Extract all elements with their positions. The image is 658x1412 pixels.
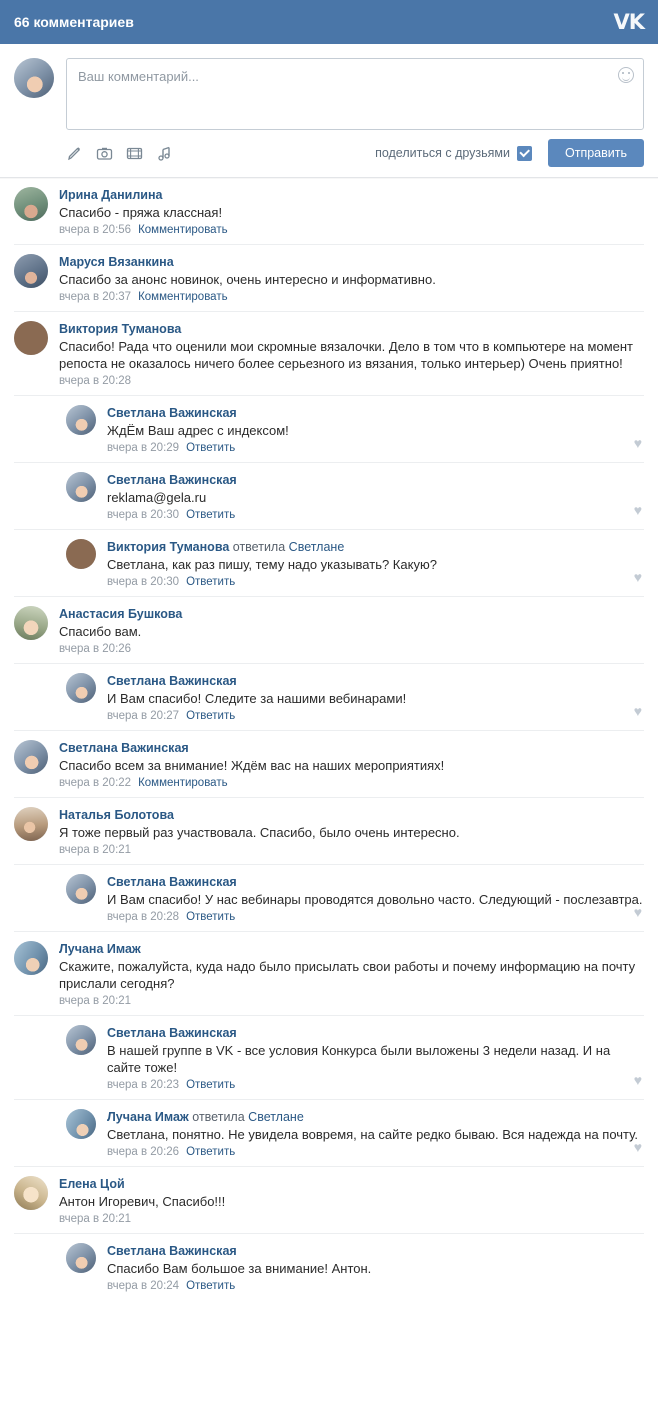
comment-author-line <box>59 606 644 621</box>
comment-text: Спасибо за анонс новинок, очень интересно и информативно. <box>59 272 436 287</box>
avatar[interactable] <box>14 254 48 288</box>
comment-body <box>59 606 644 655</box>
comment-meta <box>107 1146 644 1158</box>
comment-meta <box>59 844 644 856</box>
reply-link[interactable]: Ответить <box>186 911 236 923</box>
reply-target-name[interactable]: Светлане <box>288 540 345 554</box>
comment-author-link[interactable]: Светлана Важинская <box>107 406 237 420</box>
comment-author-link[interactable]: Виктория Туманова <box>107 540 230 554</box>
comment-author-link[interactable]: Ирина Данилина <box>59 188 163 202</box>
avatar[interactable] <box>14 187 48 221</box>
like-heart-icon[interactable]: ♥ <box>633 435 642 451</box>
comment-meta <box>59 224 644 236</box>
comment-timestamp: вчера в 20:30 <box>107 576 180 588</box>
video-icon[interactable] <box>126 145 143 162</box>
comment-author-link[interactable]: Анастасия Бушкова <box>59 607 183 621</box>
comment-meta <box>59 643 644 655</box>
avatar[interactable] <box>14 1176 48 1210</box>
comment-timestamp: вчера в 20:37 <box>59 291 132 303</box>
comment-item <box>14 730 644 797</box>
comment-text: Светлана, как раз пишу, тему надо указывать? Какую? <box>107 557 437 572</box>
share-with-friends-checkbox[interactable] <box>517 146 532 161</box>
comment-meta <box>107 509 644 521</box>
comment-meta <box>107 442 644 454</box>
comment-author-link[interactable]: Маруся Вязанкина <box>59 255 174 269</box>
avatar[interactable] <box>66 539 96 569</box>
graffiti-icon[interactable] <box>66 145 83 162</box>
comment-reply-item <box>14 1015 644 1099</box>
comment-text: Светлана, понятно. Не увидела вовремя, на сайте редко бываю. Вся надежда на почту. <box>107 1127 638 1142</box>
avatar[interactable] <box>14 606 48 640</box>
comment-author-link[interactable]: Светлана Важинская <box>107 1244 237 1258</box>
comment-text: Скажите, пожалуйста, куда надо было присылать свои работы и почему информацию на почту прислали сегодня? <box>59 959 636 991</box>
comment-author-line <box>107 1025 644 1040</box>
comment-text: И Вам спасибо! Следите за нашими вебинарами! <box>107 691 407 706</box>
avatar[interactable] <box>66 405 96 435</box>
comment-meta <box>59 291 644 303</box>
reply-target-name[interactable]: Светлане <box>248 1110 304 1124</box>
comment-author-line <box>59 187 644 202</box>
comment-timestamp: вчера в 20:21 <box>59 844 132 856</box>
comments-count-title: 66 комментариев <box>14 14 134 30</box>
avatar[interactable] <box>66 874 96 904</box>
comment-reply-target <box>189 1110 304 1124</box>
comment-author-link[interactable]: Лучана Имаж <box>107 1110 189 1124</box>
comment-text: reklama@gela.ru <box>107 490 207 505</box>
comment-author-link[interactable]: Наталья Болотова <box>59 808 174 822</box>
share-with-friends-label: поделиться с друзьями <box>375 146 511 160</box>
reply-link[interactable]: Ответить <box>186 1079 236 1091</box>
like-heart-icon[interactable]: ♥ <box>633 904 642 920</box>
comment-author-line <box>107 472 644 487</box>
comment-author-link[interactable]: Светлана Важинская <box>59 741 189 755</box>
photo-icon[interactable] <box>96 145 113 162</box>
comment-reply-item <box>14 529 644 596</box>
comment-timestamp: вчера в 20:23 <box>107 1079 180 1091</box>
comment-meta <box>107 1079 644 1091</box>
comment-composer <box>0 44 658 178</box>
comment-input-placeholder: Ваш комментарий... <box>78 69 199 84</box>
comment-timestamp: вчера в 20:26 <box>107 1146 180 1158</box>
reply-prefix: ответила <box>192 1110 245 1124</box>
comment-text: Спасибо Вам большое за внимание! Антон. <box>107 1261 372 1276</box>
comment-timestamp: вчера в 20:27 <box>107 710 180 722</box>
comment-body <box>107 1243 644 1292</box>
comment-item <box>14 596 644 663</box>
smile-icon[interactable] <box>618 67 634 83</box>
like-heart-icon[interactable]: ♥ <box>633 703 642 719</box>
comment-author-line <box>107 673 644 688</box>
comment-reply-target <box>229 540 344 554</box>
comment-text: Антон Игоревич, Спасибо!!! <box>59 1194 226 1209</box>
reply-link[interactable]: Ответить <box>186 442 236 454</box>
comment-author-line <box>59 254 644 269</box>
avatar[interactable] <box>14 321 48 355</box>
comment-author-link[interactable]: Светлана Важинская <box>107 674 237 688</box>
avatar[interactable] <box>14 807 48 841</box>
comment-item <box>14 931 644 1015</box>
comment-reply-item <box>14 462 644 529</box>
comment-meta <box>59 995 644 1007</box>
comment-timestamp: вчера в 20:26 <box>59 643 132 655</box>
send-button[interactable]: Отправить <box>548 139 644 167</box>
comment-meta <box>59 777 644 789</box>
comment-body <box>59 254 644 303</box>
comment-author-line <box>107 1243 644 1258</box>
vk-logo: VK <box>613 10 644 34</box>
comment-author-line <box>59 807 644 822</box>
avatar[interactable] <box>14 941 48 975</box>
comment-timestamp: вчера в 20:21 <box>59 995 132 1007</box>
comment-timestamp: вчера в 20:24 <box>107 1280 180 1292</box>
page-header <box>0 0 658 44</box>
comment-text: И Вам спасибо! У нас вебинары проводятся довольно часто. Следующий - послезавтра. <box>107 892 643 907</box>
comment-body <box>107 673 644 722</box>
comment-text: ЖдЁм Ваш адрес с индексом! <box>107 423 289 438</box>
comment-body <box>107 1109 644 1158</box>
comment-input[interactable] <box>66 58 644 130</box>
reply-link[interactable]: Ответить <box>186 710 236 722</box>
comment-text: Спасибо - пряжа классная! <box>59 205 223 220</box>
comment-item <box>14 244 644 311</box>
comment-text: Я тоже первый раз участвовала. Спасибо, было очень интересно. <box>59 825 460 840</box>
comment-body <box>59 941 644 1007</box>
comment-body <box>59 321 644 387</box>
comment-author-line <box>107 539 644 554</box>
reply-prefix: ответила <box>232 540 286 554</box>
comment-meta <box>107 1280 644 1292</box>
comment-body <box>59 187 644 236</box>
audio-icon[interactable] <box>156 145 173 162</box>
comment-author-line <box>59 1176 644 1191</box>
comment-timestamp: вчера в 20:30 <box>107 509 180 521</box>
reply-link[interactable]: Ответить <box>186 509 236 521</box>
comment-reply-item <box>14 395 644 462</box>
avatar[interactable] <box>66 472 96 502</box>
comment-item <box>14 311 644 395</box>
comment-author-line <box>107 405 644 420</box>
comment-reply-item <box>14 1099 644 1166</box>
comment-author-link[interactable]: Лучана Имаж <box>59 942 141 956</box>
comment-meta <box>107 710 644 722</box>
comment-author-line <box>59 321 644 336</box>
comment-body <box>107 1025 644 1091</box>
comments-list <box>0 178 658 1300</box>
comment-item <box>14 178 644 244</box>
avatar[interactable] <box>66 673 96 703</box>
reply-link[interactable]: Ответить <box>186 1280 236 1292</box>
reply-link[interactable]: Ответить <box>186 576 236 588</box>
comment-timestamp: вчера в 20:22 <box>59 777 132 789</box>
avatar <box>14 58 54 98</box>
like-heart-icon[interactable]: ♥ <box>633 1072 642 1088</box>
comment-timestamp: вчера в 20:28 <box>107 911 180 923</box>
comment-meta <box>59 1213 644 1225</box>
comment-author-link[interactable]: Светлана Важинская <box>107 473 237 487</box>
reply-link[interactable]: Ответить <box>186 1146 236 1158</box>
avatar[interactable] <box>66 1025 96 1055</box>
comment-author-link[interactable]: Светлана Важинская <box>107 1026 237 1040</box>
avatar[interactable] <box>66 1243 96 1273</box>
comment-body <box>107 539 644 588</box>
comment-text: В нашей группе в VK - все условия Конкурса были выложены 3 недели назад. И на сайте тоже! <box>107 1043 611 1075</box>
comment-body <box>59 740 644 789</box>
comment-text: Спасибо! Рада что оценили мои скромные вязалочки. Дело в том что в компьютере на момент репоста не оказалось ничего более серьезного из вязания, только интерьер) Очень приятно! <box>59 339 633 371</box>
comment-link[interactable]: Комментировать <box>138 777 228 789</box>
comment-meta <box>59 375 644 387</box>
comment-body <box>59 807 644 856</box>
comment-reply-item <box>14 663 644 730</box>
comment-item <box>14 797 644 864</box>
avatar[interactable] <box>66 1109 96 1139</box>
comment-author-line <box>107 874 644 889</box>
avatar[interactable] <box>14 740 48 774</box>
comment-body <box>107 874 644 923</box>
comment-timestamp: вчера в 20:29 <box>107 442 180 454</box>
comment-reply-item <box>14 1233 644 1300</box>
comment-timestamp: вчера в 20:21 <box>59 1213 132 1225</box>
comment-meta <box>107 576 644 588</box>
comment-body <box>107 405 644 454</box>
comment-author-line <box>107 1109 644 1124</box>
comment-author-line <box>59 941 644 956</box>
comment-author-link[interactable]: Виктория Туманова <box>59 322 182 336</box>
comment-author-line <box>59 740 644 755</box>
like-heart-icon[interactable]: ♥ <box>633 1139 642 1155</box>
comment-reply-item <box>14 864 644 931</box>
comment-timestamp: вчера в 20:56 <box>59 224 132 236</box>
comment-body <box>107 472 644 521</box>
comment-body <box>59 1176 644 1225</box>
comment-link[interactable]: Комментировать <box>138 291 228 303</box>
comment-author-link[interactable]: Елена Цой <box>59 1177 125 1191</box>
like-heart-icon[interactable]: ♥ <box>633 569 642 585</box>
comment-text: Спасибо всем за внимание! Ждём вас на наших мероприятиях! <box>59 758 445 773</box>
comment-text: Спасибо вам. <box>59 624 142 639</box>
comment-author-link[interactable]: Светлана Важинская <box>107 875 237 889</box>
comment-link[interactable]: Комментировать <box>138 224 228 236</box>
comment-timestamp: вчера в 20:28 <box>59 375 132 387</box>
comment-item <box>14 1166 644 1233</box>
comment-meta <box>107 911 644 923</box>
like-heart-icon[interactable]: ♥ <box>633 502 642 518</box>
